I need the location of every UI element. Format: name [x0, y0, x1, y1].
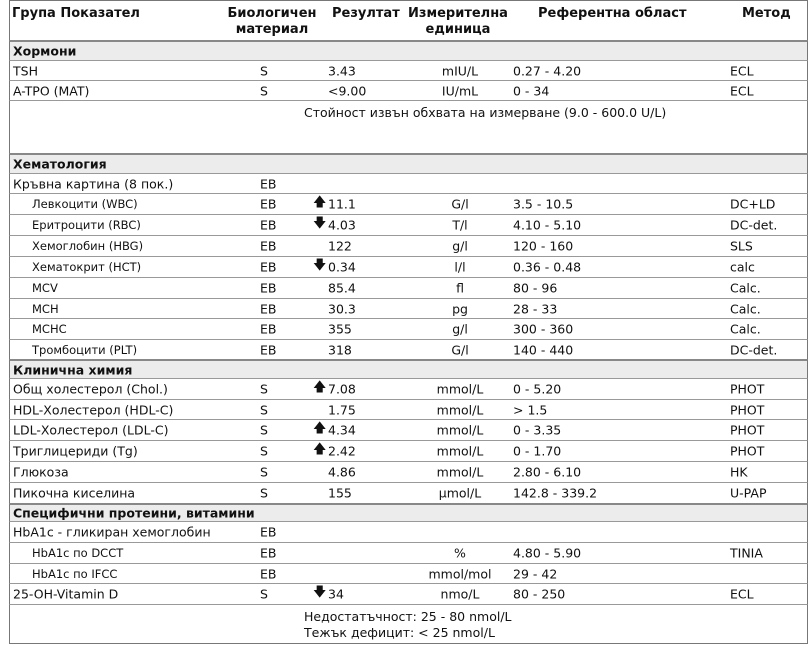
method: DC-det.	[730, 217, 778, 233]
table-row	[9, 440, 808, 461]
unit: mmol/L	[436, 381, 484, 397]
reference-range: 120 - 160	[513, 238, 574, 254]
table-row	[9, 60, 808, 80]
material: EB	[260, 280, 277, 296]
material: EB	[260, 566, 277, 581]
unit: %	[454, 545, 466, 561]
table-header	[9, 0, 808, 40]
unit: mmol/L	[436, 464, 484, 480]
method: ECL	[730, 83, 754, 98]
section-header	[9, 359, 808, 378]
method: PHOT	[730, 402, 765, 417]
note-text: Стойност извън обхвата на измерване (9.0 - 600.0 U/L)	[304, 105, 667, 120]
unit: mmol/L	[436, 443, 484, 459]
note-text: Тежък дефицит: < 25 nmol/L	[304, 625, 495, 640]
test-name: TSH	[13, 63, 38, 78]
test-name: A-TPO (MAT)	[13, 83, 90, 98]
table-row	[9, 80, 808, 100]
material: S	[260, 83, 268, 98]
section-header	[9, 503, 808, 521]
header-result: Резултат	[332, 6, 400, 21]
reference-range: 0 - 5.20	[513, 381, 562, 397]
method: U-PAP	[730, 485, 767, 501]
table-row	[9, 419, 808, 440]
note-row	[9, 100, 808, 153]
table-row	[9, 399, 808, 419]
unit: mmol/L	[436, 422, 484, 438]
unit: mmol/L	[436, 402, 484, 417]
material: EB	[260, 196, 277, 212]
reference-range: 0.36 - 0.48	[513, 259, 582, 275]
result-value: 11.1	[328, 196, 356, 212]
table-row	[9, 563, 808, 583]
test-name: Триглицериди (Tg)	[13, 443, 138, 459]
arrow-down-icon: 🡇	[313, 258, 327, 273]
method: Calc.	[730, 280, 761, 296]
material: EB	[260, 259, 277, 275]
result-value: 0.34	[328, 259, 356, 275]
result-value: 30.3	[328, 301, 356, 316]
material: EB	[260, 176, 277, 191]
material: EB	[260, 545, 277, 561]
reference-range: 0.27 - 4.20	[513, 63, 582, 78]
section-title: Хематология	[13, 156, 107, 172]
header-material: Биологичен материал	[227, 6, 317, 37]
unit: nmo/L	[440, 586, 480, 602]
reference-range: 0 - 34	[513, 83, 550, 98]
unit: pg	[452, 301, 468, 316]
reference-range: > 1.5	[513, 402, 548, 417]
unit: mmol/mol	[428, 566, 492, 581]
arrow-up-icon: 🡅	[313, 195, 327, 210]
result-value: 355	[328, 321, 352, 337]
method: PHOT	[730, 443, 765, 459]
header-reference: Референтна област	[538, 6, 687, 21]
test-name: Тромбоцити (PLT)	[32, 342, 138, 357]
result-value: 85.4	[328, 280, 356, 296]
reference-range: 3.5 - 10.5	[513, 196, 574, 212]
material: EB	[260, 217, 277, 233]
material: EB	[260, 342, 277, 357]
reference-range: 80 - 96	[513, 280, 558, 296]
arrow-up-icon: 🡅	[313, 421, 327, 436]
reference-range: 140 - 440	[513, 342, 574, 357]
method: PHOT	[730, 381, 765, 397]
test-name: MCHC	[32, 322, 67, 336]
section-title: Специфични протеини, витамини	[13, 505, 255, 521]
unit: G/l	[451, 342, 469, 357]
material: EB	[260, 301, 277, 316]
result-value: 155	[328, 485, 352, 501]
result-value: 1.75	[328, 402, 356, 417]
table-row	[9, 173, 808, 193]
test-name: LDL-Холестерол (LDL-C)	[13, 422, 169, 438]
test-name: Левкоцити (WBC)	[32, 197, 138, 211]
section-title: Хормони	[13, 43, 77, 59]
method: SLS	[730, 238, 753, 254]
result-value: 4.86	[328, 464, 356, 480]
arrow-down-icon: 🡇	[313, 216, 327, 231]
table-row	[9, 339, 808, 359]
unit: G/l	[451, 196, 469, 212]
header-method: Метод	[742, 6, 791, 21]
method: PHOT	[730, 422, 765, 438]
material: S	[260, 63, 268, 78]
method: ECL	[730, 63, 754, 78]
material: S	[260, 464, 268, 480]
arrow-down-icon: 🡇	[313, 585, 327, 600]
method: Calc.	[730, 321, 761, 337]
material: S	[260, 422, 268, 438]
header-group: Група Показател	[12, 6, 140, 21]
material: S	[260, 586, 268, 602]
test-name: Еритроцити (RBC)	[32, 218, 141, 232]
header-unit: Измерителна единица	[408, 6, 508, 37]
section-header	[9, 153, 808, 173]
result-value: 122	[328, 238, 352, 254]
result-value: 34	[328, 586, 344, 602]
note-row	[9, 604, 808, 643]
unit: g/l	[452, 321, 468, 337]
note-text: Недостатъчност: 25 - 80 nmol/L	[304, 609, 512, 624]
unit: mIU/L	[441, 63, 479, 78]
arrow-up-icon: 🡅	[313, 442, 327, 457]
table-row	[9, 318, 808, 339]
table-row	[9, 235, 808, 256]
result-value: 318	[328, 342, 352, 357]
test-name: Кръвна картина (8 пок.)	[13, 176, 174, 191]
method: ECL	[730, 586, 754, 602]
method: calc	[730, 259, 755, 275]
table-row	[9, 583, 808, 604]
table-row	[9, 378, 808, 399]
test-name: Пикочна киселина	[13, 485, 136, 501]
method: TINIA	[730, 545, 763, 561]
material: EB	[260, 238, 277, 254]
result-value: 4.03	[328, 217, 356, 233]
test-name: Хемоглобин (HBG)	[32, 239, 144, 253]
result-value: <9.00	[328, 83, 367, 98]
test-name: HbA1c по DCCT	[32, 546, 124, 560]
reference-range: 300 - 360	[513, 321, 574, 337]
reference-range: 0 - 3.35	[513, 422, 562, 438]
unit: l/l	[454, 259, 466, 275]
reference-range: 0 - 1.70	[513, 443, 562, 459]
arrow-up-icon: 🡅	[313, 380, 327, 395]
test-name: Глюкоза	[13, 464, 69, 480]
result-value: 7.08	[328, 381, 356, 397]
method: HK	[730, 464, 748, 480]
material: S	[260, 402, 268, 417]
method: DC+LD	[730, 196, 776, 212]
method: DC-det.	[730, 342, 778, 357]
reference-range: 142.8 - 339.2	[513, 485, 598, 501]
method: Calc.	[730, 301, 761, 316]
unit: µmol/L	[438, 485, 482, 501]
material: EB	[260, 321, 277, 337]
test-name: MCH	[32, 301, 59, 316]
material: S	[260, 485, 268, 501]
unit: T/l	[452, 217, 468, 233]
reference-range: 4.10 - 5.10	[513, 217, 582, 233]
test-name: HbA1c по IFCC	[32, 566, 118, 581]
material: EB	[260, 524, 277, 540]
section-title: Клинична химия	[13, 362, 133, 377]
result-value: 2.42	[328, 443, 356, 459]
test-name: Общ холестерол (Chol.)	[13, 381, 168, 397]
table-row	[9, 298, 808, 318]
table-row	[9, 521, 808, 542]
table-bottom-border	[9, 643, 808, 644]
unit: IU/mL	[441, 83, 479, 98]
table-row	[9, 277, 808, 298]
test-name: MCV	[32, 281, 58, 295]
table-row	[9, 542, 808, 563]
unit: fl	[456, 280, 464, 296]
test-name: HDL-Холестерол (HDL-C)	[13, 402, 174, 417]
result-value: 3.43	[328, 63, 356, 78]
table-row	[9, 193, 808, 214]
reference-range: 28 - 33	[513, 301, 558, 316]
material: S	[260, 443, 268, 459]
table-row	[9, 482, 808, 503]
unit: g/l	[452, 238, 468, 254]
reference-range: 4.80 - 5.90	[513, 545, 582, 561]
reference-range: 2.80 - 6.10	[513, 464, 582, 480]
reference-range: 80 - 250	[513, 586, 566, 602]
result-value: 4.34	[328, 422, 356, 438]
table-row	[9, 256, 808, 277]
table-row	[9, 461, 808, 482]
material: S	[260, 381, 268, 397]
table-row	[9, 214, 808, 235]
test-name: HbA1c - гликиран хемоглобин	[13, 524, 211, 540]
section-header	[9, 40, 808, 60]
reference-range: 29 - 42	[513, 566, 558, 581]
test-name: Хематокрит (HCT)	[32, 260, 142, 274]
test-name: 25-OH-Vitamin D	[13, 586, 119, 602]
